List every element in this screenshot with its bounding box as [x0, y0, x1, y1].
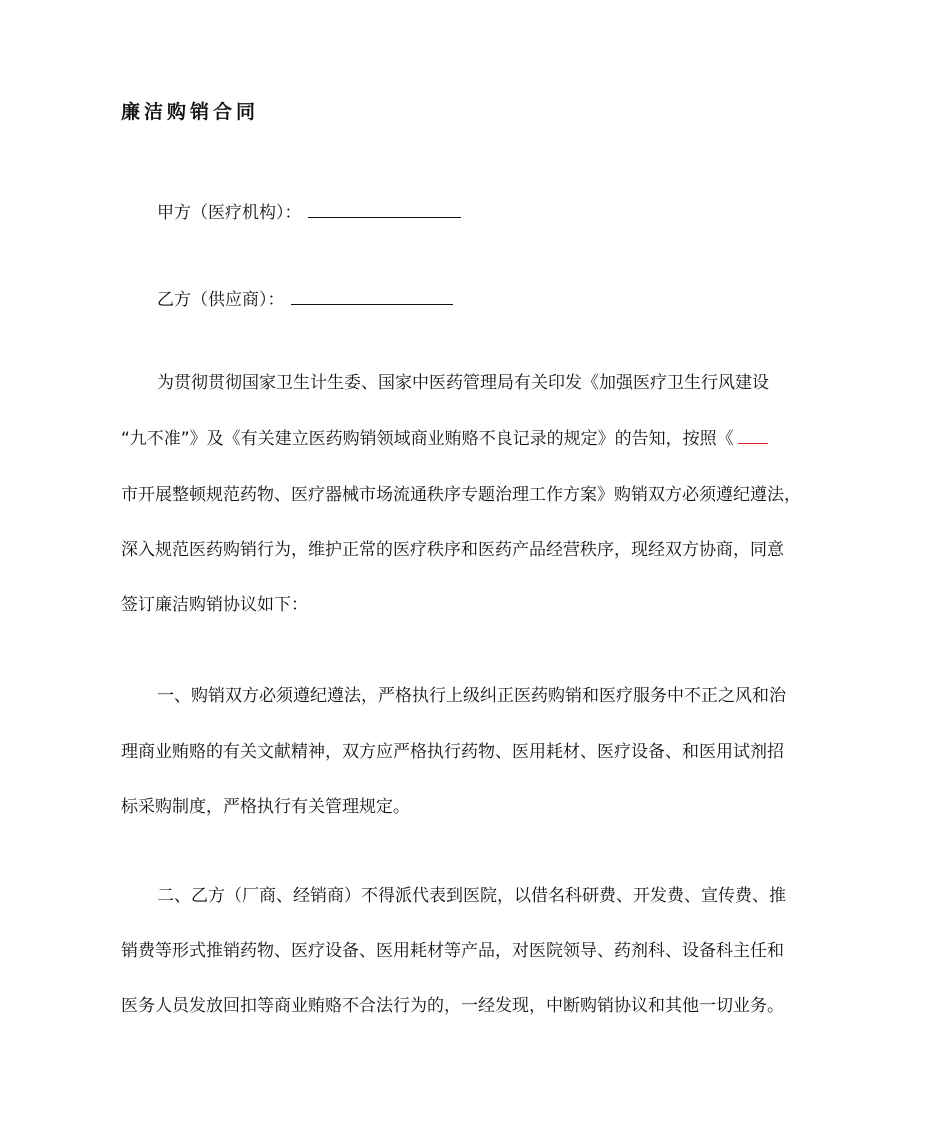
clause1-line-1: 一、购销双方必须遵纪遵法，严格执行上级纠正医药购销和医疗服务中不正之风和治: [157, 686, 786, 706]
intro-line-2: [121, 427, 768, 451]
party-b-label: 乙方（供应商）：: [157, 290, 285, 310]
city-name-blank: [738, 427, 768, 444]
party-b-blank: [291, 286, 453, 305]
clause2-line-3: 医务人员发放回扣等商业贿赂不合法行为的，一经发现，中断购销协议和其他一切业务。: [121, 996, 784, 1016]
intro-line-3: 市开展整顿规范药物、医疗器械市场流通秩序专题治理工作方案》购销双方必须遵纪遵法，: [121, 485, 801, 505]
party-a-blank: [308, 199, 461, 218]
clause2-line-1: 二、乙方（厂商、经销商）不得派代表到医院，以借名科研费、开发费、宣传费、推: [157, 886, 786, 906]
party-b-field: [157, 285, 453, 310]
party-a-label: 甲方（医疗机构）：: [157, 203, 302, 223]
intro-line-2-text: “九不准”》及《有关建立医药购销领域商业贿赂不良记录的规定》的告知，按照《: [121, 429, 734, 449]
clause2-line-2: 销费等形式推销药物、医疗设备、医用耗材等产品，对医院领导、药剂科、设备科主任和: [121, 941, 784, 961]
intro-line-5: 签订廉洁购销协议如下：: [121, 595, 308, 615]
intro-line-4: 深入规范医药购销行为，维护正常的医疗秩序和医药产品经营秩序，现经双方协商，同意: [121, 540, 784, 560]
clause1-line-3: 标采购制度，严格执行有关管理规定。: [121, 797, 410, 817]
clause1-line-2: 理商业贿赂的有关文献精神，双方应严格执行药物、医用耗材、医疗设备、和医用试剂招: [121, 742, 784, 762]
party-a-field: [157, 198, 461, 223]
contract-title: 廉洁购销合同: [121, 101, 260, 123]
intro-line-1: 为贯彻贯彻国家卫生计生委、国家中医药管理局有关印发《加强医疗卫生行风建设: [157, 373, 769, 393]
